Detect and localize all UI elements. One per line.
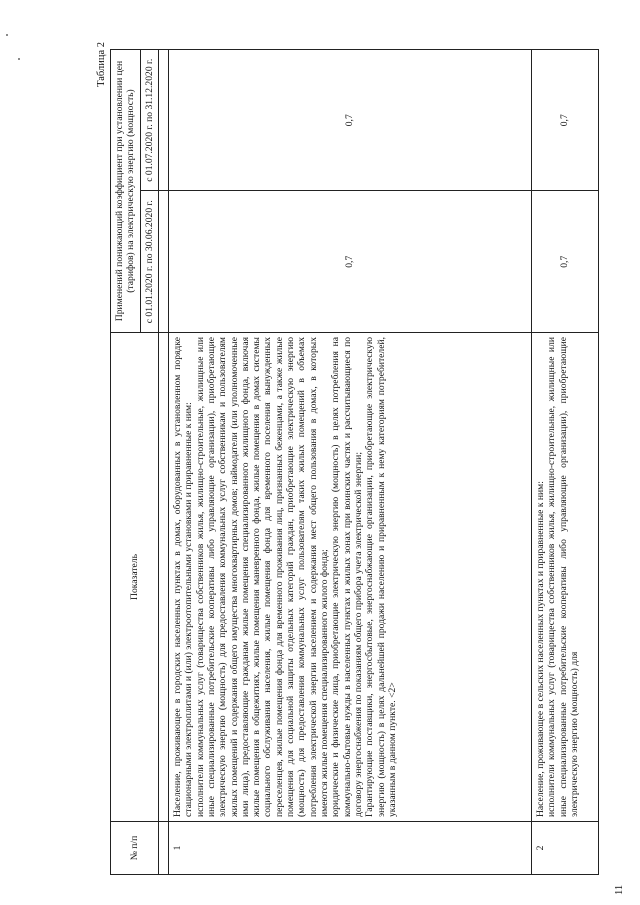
scan-dot: [6, 34, 8, 36]
scan-dot: [18, 58, 20, 60]
row-value-period-1: 0,7: [531, 191, 598, 333]
spacer-cell: [158, 822, 168, 875]
row-indicator: [168, 333, 531, 822]
table-row: [168, 50, 531, 875]
indicator-paragraph: Население, проживающее в сельских населенных пунктах и приравненные к ним:: [534, 481, 546, 817]
header-number: № п/п: [111, 822, 159, 875]
indicator-paragraph: юридические и физические лица, приобретающие электрическую энергию (мощность) в целях потребления на коммунально-бытовые нужды в населенных пунктах и жилых зонах при воинских частях и рассчитывающиеся по договору энергоснабжения по показаниям общего прибора учета электрической энергии;: [330, 337, 364, 817]
row-value-period-2: 0,7: [168, 50, 531, 192]
table-row: [531, 50, 598, 875]
row-value-period-2: 0,7: [531, 50, 598, 192]
row-number: 1: [168, 822, 531, 875]
table-spacer-row: [158, 50, 168, 875]
page-number: 11: [614, 884, 625, 895]
indicator-paragraph: исполнители коммунальных услуг (товарищества собственников жилья, жилищно-строительные, жилищные или иные специализированные потребительские кооперативы либо управляющие организации), приобретающие электрическую энергию (мощность) для: [546, 337, 580, 817]
spacer-cell: [158, 50, 168, 192]
indicator-paragraph: исполнители коммунальных услуг (товарищества собственников жилья, жилищно-строительные, жилищные или иные специализированные потребительские кооперативы либо управляющие организации), приобретающие электрическую энергию (мощность) для предоставления коммунальных услуг собственникам и пользователям жилых помещений и содержания общего имущества многоквартирных домов; наймодатели (или уполномоченные ими лица), предоставляющие гражданам жилые помещения специализированного жилищного фонда, включая жилые помещения в общежитиях, жилые помещения маневренного фонда, жилые помещения в домах системы социального обслуживания населения, жилые помещения фонда для временного поселения вынужденных переселенцев, жилые помещения фонда для временного проживания лиц, признанных беженцами, а также жилые помещения для социальной защиты отдельных категорий граждан, приобретающие электрическую энергию (мощность) для предоставления коммунальных услуг пользователям таких жилых помещений в объемах потребления электрической энергии населением и содержания мест общего пользования в домах, в которых имеются жилые помещения специализированного жилого фонда;: [194, 337, 330, 817]
indicator-paragraph: Гарантирующие поставщики, энергосбытовые, энергоснабжающие организации, приобретающие электрическую энергию (мощность) в целях дальнейшей продажи населению и приравненным к нему категориям потребителей, указанным в данном пункте. <2>: [364, 337, 398, 817]
spacer-cell: [158, 333, 168, 822]
row-indicator: [531, 333, 598, 822]
coefficients-table: [110, 49, 599, 875]
row-number: 2: [531, 822, 598, 875]
row-value-period-1: 0,7: [168, 191, 531, 333]
header-period-2: с 01.07.2020 г. по 31.12.2020 г.: [140, 50, 158, 192]
table-caption: Таблица 2: [96, 42, 107, 87]
header-period-1: с 01.01.2020 г. по 30.06.2020 г.: [140, 191, 158, 333]
spacer-cell: [158, 191, 168, 333]
table-header-row: [111, 50, 141, 875]
header-indicator: Показатель: [111, 333, 159, 822]
header-coefficient-group: Применений понижающий коэффициент при установлении цен (тарифов) на электрическую энергию (мощность): [111, 50, 141, 333]
indicator-paragraph: Население, проживающее в городских населенных пунктах в домах, оборудованных в установленном порядке стационарными электроплитами и (или) электроотопительными установками и приравненные к ним:: [171, 337, 195, 817]
